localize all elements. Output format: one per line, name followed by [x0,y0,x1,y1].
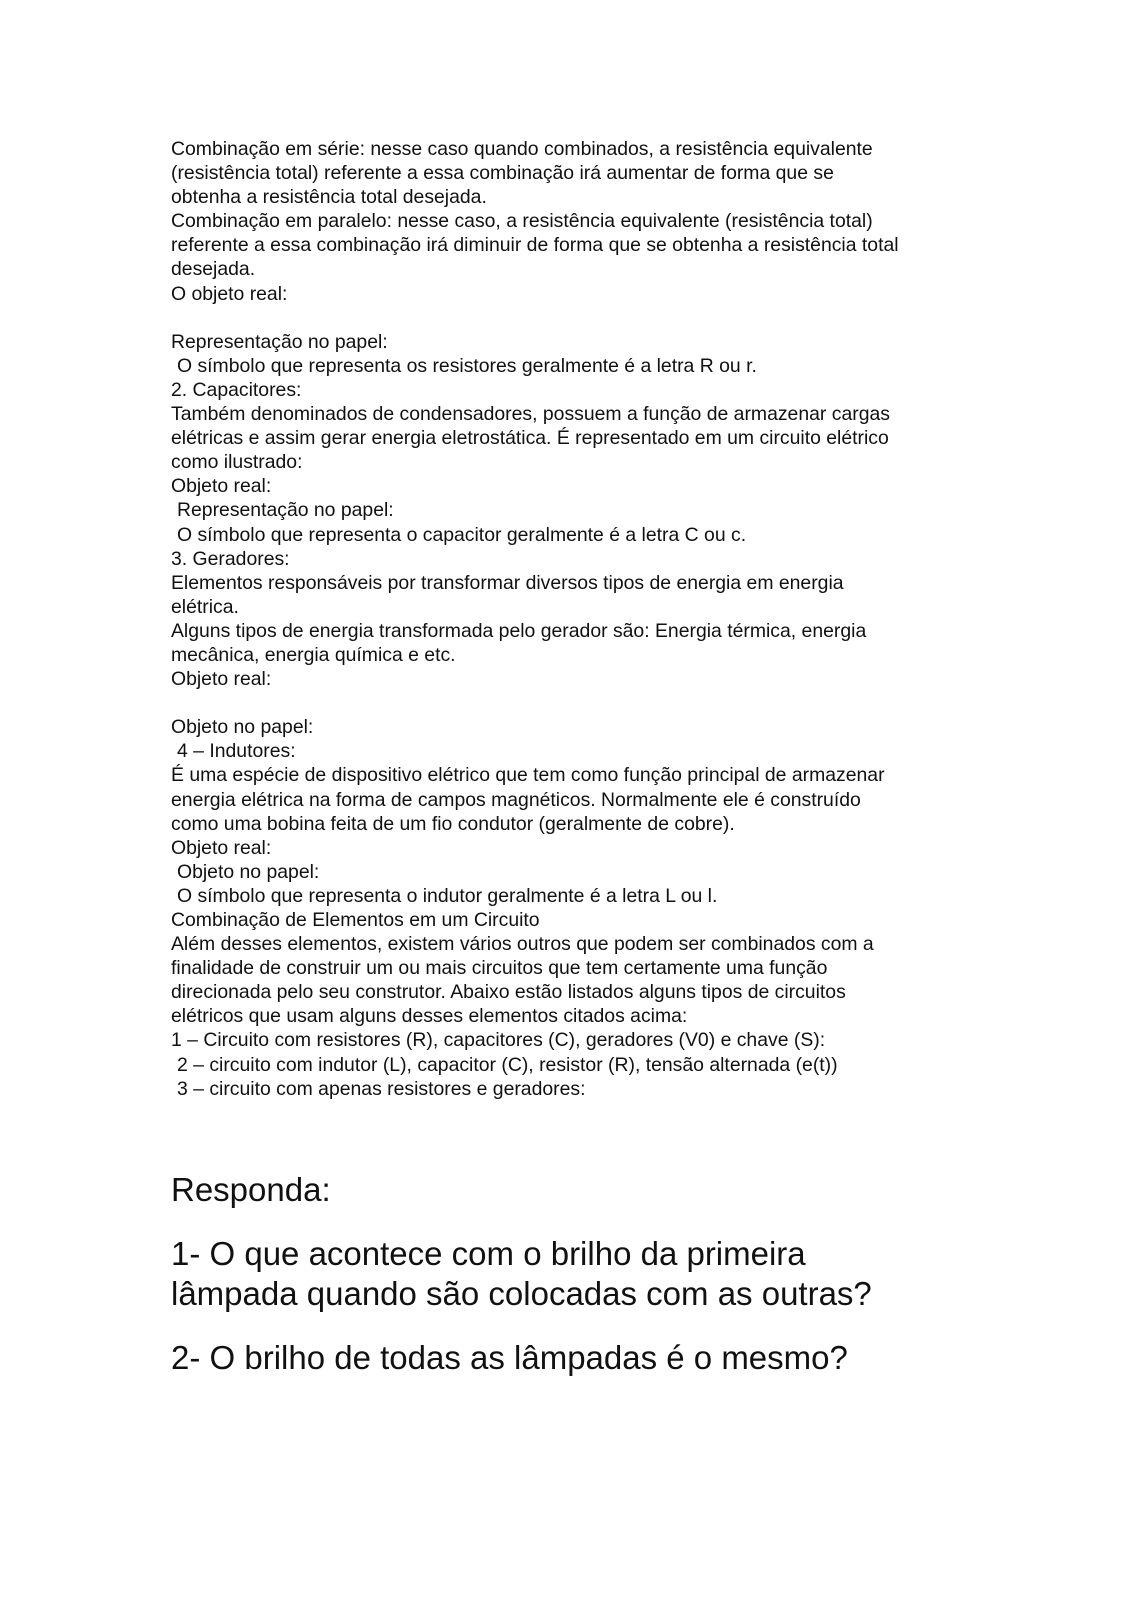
text-line: elétrica. [171,595,239,618]
text-line: Combinação em paralelo: nesse caso, a resistência equivalente (resistência total) [171,210,873,233]
text-line: desejada. [171,258,256,281]
text-line: Combinação de Elementos em um Circuito [171,909,540,931]
answer-section [171,1170,1071,1402]
text-line: 2 – circuito com indutor (L), capacitor (C), resistor (R), tensão alternada (e(t)) [177,1053,838,1076]
text-line: Objeto no papel: [171,716,314,739]
text-line: 3. Geradores: [171,547,290,570]
body-text [171,137,971,1101]
text-line: como uma bobina feita de um fio condutor (geralmente de cobre). [171,812,735,835]
text-line: 3 – circuito com apenas resistores e geradores: [177,1077,586,1100]
text-line: O objeto real: [171,282,288,305]
text-line: Alguns tipos de energia transformada pelo gerador são: Energia térmica, energia [171,619,867,642]
text-line: (resistência total) referente a essa combinação irá aumentar de forma que se [171,162,834,185]
question-1 [171,1234,1071,1314]
text-line: Objeto no papel: [177,860,320,883]
text-line: Também denominados de condensadores, possuem a função de armazenar cargas [171,403,890,426]
text-line: Representação no papel: [177,499,394,522]
text-line: elétricas e assim gerar energia eletrostática. É representado em um circuito elétrico [171,427,889,450]
question-1-line-1: 1- O que acontece com o brilho da primeira [171,1235,806,1272]
text-line: O símbolo que representa os resistores geralmente é a letra R ou r. [177,354,757,377]
text-line: É uma espécie de dispositivo elétrico que tem como função principal de armazenar [171,764,885,787]
text-line: 1 – Circuito com resistores (R), capacitores (C), geradores (V0) e chave (S): [171,1029,826,1052]
text-line: obtenha a resistência total desejada. [171,186,487,209]
text-line: Objeto real: [171,836,272,859]
text-line: Representação no papel: [171,330,388,353]
text-line: direcionada pelo seu construtor. Abaixo estão listados alguns tipos de circuitos [171,981,846,1004]
text-line: 2. Capacitores: [171,378,302,401]
text-line: como ilustrado: [171,451,303,474]
text-line: Além desses elementos, existem vários outros que podem ser combinados com a [171,933,874,956]
text-line: referente a essa combinação irá diminuir de forma que se obtenha a resistência total [171,234,899,257]
text-line: O símbolo que representa o indutor geralmente é a letra L ou l. [177,884,718,907]
text-line: Objeto real: [171,668,272,691]
answer-heading: Responda: [171,1171,331,1208]
text-line: O símbolo que representa o capacitor geralmente é a letra C ou c. [177,523,747,546]
text-line: finalidade de construir um ou mais circuitos que tem certamente uma função [171,957,828,980]
question-1-line-2: lâmpada quando são colocadas com as outras? [171,1275,872,1312]
question-2: 2- O brilho de todas as lâmpadas é o mesmo? [171,1339,848,1376]
text-line: Elementos responsáveis por transformar diversos tipos de energia em energia [171,571,844,594]
text-line: mecânica, energia química e etc. [171,643,456,666]
blank-line [171,691,971,715]
text-line: 4 – Indutores: [177,740,296,763]
blank-line [171,306,971,330]
text-line: energia elétrica na forma de campos magnéticos. Normalmente ele é construído [171,788,861,811]
text-line: Combinação em série: nesse caso quando combinados, a resistência equivalente [171,138,873,160]
text-line: Objeto real: [171,475,272,498]
text-line: elétricos que usam alguns desses elementos citados acima: [171,1005,688,1028]
